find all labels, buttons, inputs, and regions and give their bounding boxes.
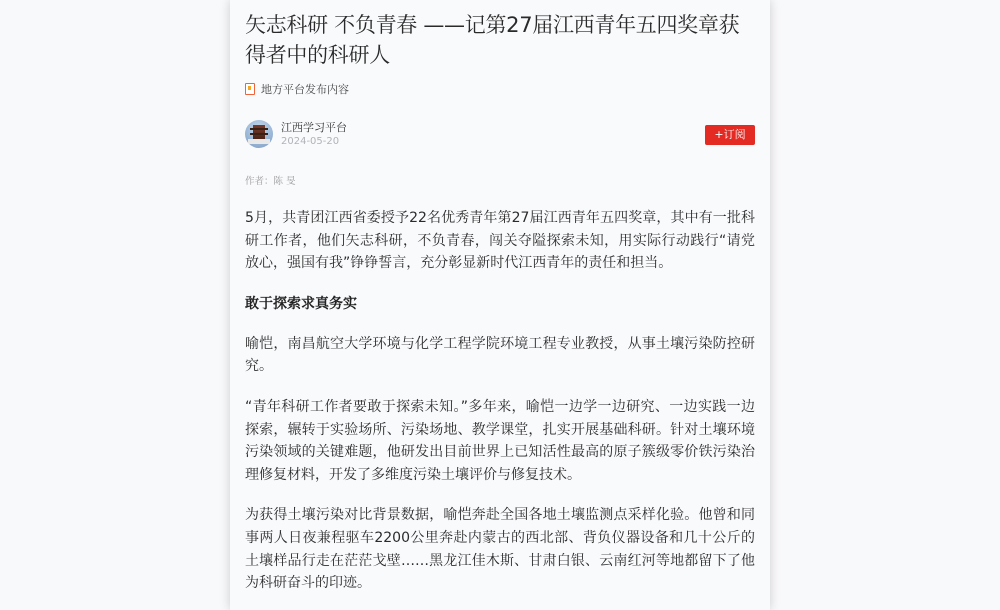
paragraph: 为获得土壤污染对比背景数据，喻恺奔赴全国各地土壤监测点采样化验。他曾和同事两人日夜兼程驱车2200公里奔赴内蒙古的西北部、背负仪器设备和几十公斤的土壤样品行走在茫茫戈壁……黑龙江佳木斯、甘肃白银、云南红河等地都留下了他为科研奋斗的印迹。 <box>245 507 755 592</box>
avatar-base <box>248 139 270 144</box>
author-byline: 作者：陈 旻 <box>245 176 296 187</box>
publisher-row <box>245 119 755 149</box>
paragraph: “青年科研工作者要敢于探索未知。”多年来，喻恺一边学一边研究、一边实践一边探索，辗转于实验场所、污染场地、教学课堂，扎实开展基础科研。针对土壤环境污染领域的关键难题，他研发出目前世界上已知活性最高的原子簇级零价铁污染治理修复材料，开发了多维度污染土壤评价与修复技术。 <box>245 398 755 483</box>
article-body <box>245 207 755 595</box>
publisher-meta <box>281 121 347 148</box>
publisher-name[interactable]: 江西学习平台 <box>281 120 347 134</box>
subscribe-button[interactable]: +订阅 <box>705 125 755 145</box>
section-heading: 敢于探索求真务实 <box>245 295 357 312</box>
source-label: 地方平台发布内容 <box>261 83 349 96</box>
source-tag <box>245 81 755 97</box>
bookmark-icon <box>245 83 255 95</box>
publisher-avatar[interactable] <box>245 120 273 148</box>
article-title: 矢志科研 不负青春 ——记第27届江西青年五四奖章获得者中的科研人 <box>245 13 740 67</box>
paragraph: 5月，共青团江西省委授予22名优秀青年第27届江西青年五四奖章，其中有一批科研工作者，他们矢志科研，不负青春，闯关夺隘探索未知，用实际行动践行“请党放心，强国有我”铮铮誓言，充分彰显新时代江西青年的责任和担当。 <box>245 210 755 272</box>
paragraph: 喻恺，南昌航空大学环境与化学工程学院环境工程专业教授，从事土壤污染防控研究。 <box>245 335 755 375</box>
publish-date: 2024-05-20 <box>281 135 340 147</box>
pavilion-image <box>253 125 265 139</box>
article-page <box>230 0 770 610</box>
